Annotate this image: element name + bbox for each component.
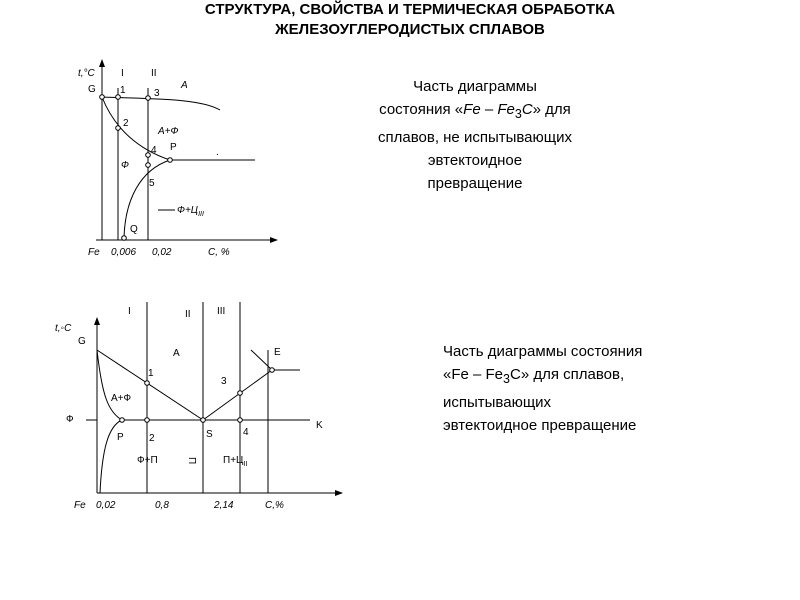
diagram2-point-4: [238, 418, 243, 423]
diagram1-zone-II: II: [151, 68, 157, 79]
diagram2-label-P-C: [223, 455, 247, 468]
diagram2-zone-II: II: [185, 309, 191, 320]
diagram1-point-3: [146, 96, 151, 101]
caption2-text: «Fe – Fe: [443, 366, 504, 383]
diagram2-label-2: 2: [149, 433, 155, 444]
caption1-fe: Fe: [463, 101, 481, 118]
diagram2-point-3: [238, 391, 243, 396]
diagram1-label-F-C-sub: III: [198, 211, 204, 218]
diagram1-axis-t: t,°C: [78, 68, 95, 79]
diagram1-dot: .: [216, 147, 219, 158]
diagram1-x-002: 0,02: [152, 247, 172, 258]
diagram1-x-fe: Fe: [88, 247, 100, 258]
diagram1-label-G: G: [88, 84, 96, 95]
diagram2-point-P: [120, 418, 125, 423]
diagram2-label-P-C-main: П+Ц: [223, 455, 244, 466]
diagram2-curve-solvus: [100, 420, 122, 493]
diagram-2: [55, 302, 342, 511]
diagram2-label-P-C-sub: II: [243, 461, 248, 468]
diagram2-axis-t: t,◦C: [55, 323, 72, 334]
diagram1-label-F-C-main: Ф+Ц: [177, 205, 199, 216]
diagram1-label-2: 2: [123, 118, 129, 129]
diagram2-zone-I: I: [128, 306, 131, 317]
caption1-line4: эвтектоидное: [427, 152, 523, 169]
diagram2-label-F: Ф: [66, 414, 74, 425]
diagram2-line-E-upper: [251, 350, 272, 370]
diagram1-x-0006: 0,006: [111, 247, 137, 258]
diagram2-x-08: 0,8: [155, 500, 169, 511]
caption1-fe3c-c: C: [521, 101, 533, 118]
diagram2-point-E: [270, 368, 275, 373]
caption1-fe3c-fe: Fe: [497, 101, 515, 118]
diagram1-label-Q: Q: [130, 224, 138, 235]
diagram1-label-3: 3: [154, 88, 160, 99]
diagram2-label-A: A: [173, 348, 180, 359]
diagram1-label-1: 1: [120, 85, 126, 96]
caption1-line5: превращение: [427, 175, 523, 192]
diagram1-point-2: [116, 126, 121, 131]
diagram-1: [78, 60, 277, 258]
diagram1-label-A: A: [181, 80, 188, 91]
diagram2-label-P: P: [117, 432, 124, 443]
diagram2-x-c: C,%: [265, 500, 284, 511]
diagram2-x-214: 2,14: [214, 500, 234, 511]
diagram1-point-Q: [122, 236, 127, 241]
title-line-1: СТРУКТУРА, СВОЙСТВА И ТЕРМИЧЕСКАЯ ОБРАБОТКА: [204, 1, 616, 18]
diagram1-label-4: 4: [151, 145, 157, 156]
caption2-sub: 3: [503, 372, 510, 386]
diagram2-x-002: 0,02: [96, 500, 116, 511]
caption1-dash: –: [480, 101, 498, 118]
diagram2-zone-III: III: [217, 306, 226, 317]
diagram1-label-P: P: [170, 142, 177, 153]
diagram2-point-S: [201, 418, 206, 423]
caption1-fe3c-sub: 3: [514, 107, 522, 121]
caption2-line4: эвтектоидное превращение: [443, 417, 637, 434]
caption2-line1: Часть диаграммы состояния: [443, 343, 643, 360]
diagram2-label-S: S: [206, 429, 213, 440]
diagram2-label-F-P: Ф+П: [137, 455, 158, 466]
diagram1-label-A-F: A+Ф: [158, 126, 179, 137]
diagram1-point-5: [146, 163, 151, 168]
diagram2-curve-GP: [97, 350, 122, 420]
diagram2-x-fe: Fe: [74, 500, 86, 511]
diagram1-label-5: 5: [149, 178, 155, 189]
diagram2-label-4: 4: [243, 427, 249, 438]
diagram2-label-G: G: [78, 336, 86, 347]
caption1-line3: сплавов, не испытывающих: [377, 129, 572, 146]
title-line-2: ЖЕЛЕЗОУГЛЕРОДИСТЫХ СПЛАВОВ: [275, 21, 545, 38]
diagram1-point-4: [146, 153, 151, 158]
diagram1-point-P: [168, 158, 173, 163]
diagram2-line-SE: [203, 370, 272, 420]
diagram2-label-E: E: [274, 347, 281, 358]
diagram2-label-K: K: [316, 420, 323, 431]
diagram2-label-Pi: П: [186, 457, 197, 465]
caption1-text-post: » для: [532, 101, 571, 118]
diagram1-point-G: [100, 95, 105, 100]
diagram1-zone-I: I: [121, 68, 124, 79]
caption2-line3: испытывающих: [443, 394, 552, 411]
diagram2-label-A-F: A+Ф: [111, 393, 132, 404]
diagram1-label-F-C: [177, 205, 204, 218]
diagram1-label-F: Ф: [121, 160, 129, 171]
caption1-line1: Часть диаграммы: [413, 78, 537, 95]
diagram2-point-2: [145, 418, 150, 423]
diagram1-x-c: C, %: [208, 247, 230, 258]
caption1-text: состояния «: [379, 101, 464, 118]
caption2-text-post: C» для сплавов,: [509, 366, 625, 383]
diagram2-point-1: [145, 381, 150, 386]
diagram2-label-1: 1: [148, 368, 154, 379]
diagram2-label-3: 3: [221, 376, 227, 387]
diagram2-line-GS: [97, 350, 203, 420]
